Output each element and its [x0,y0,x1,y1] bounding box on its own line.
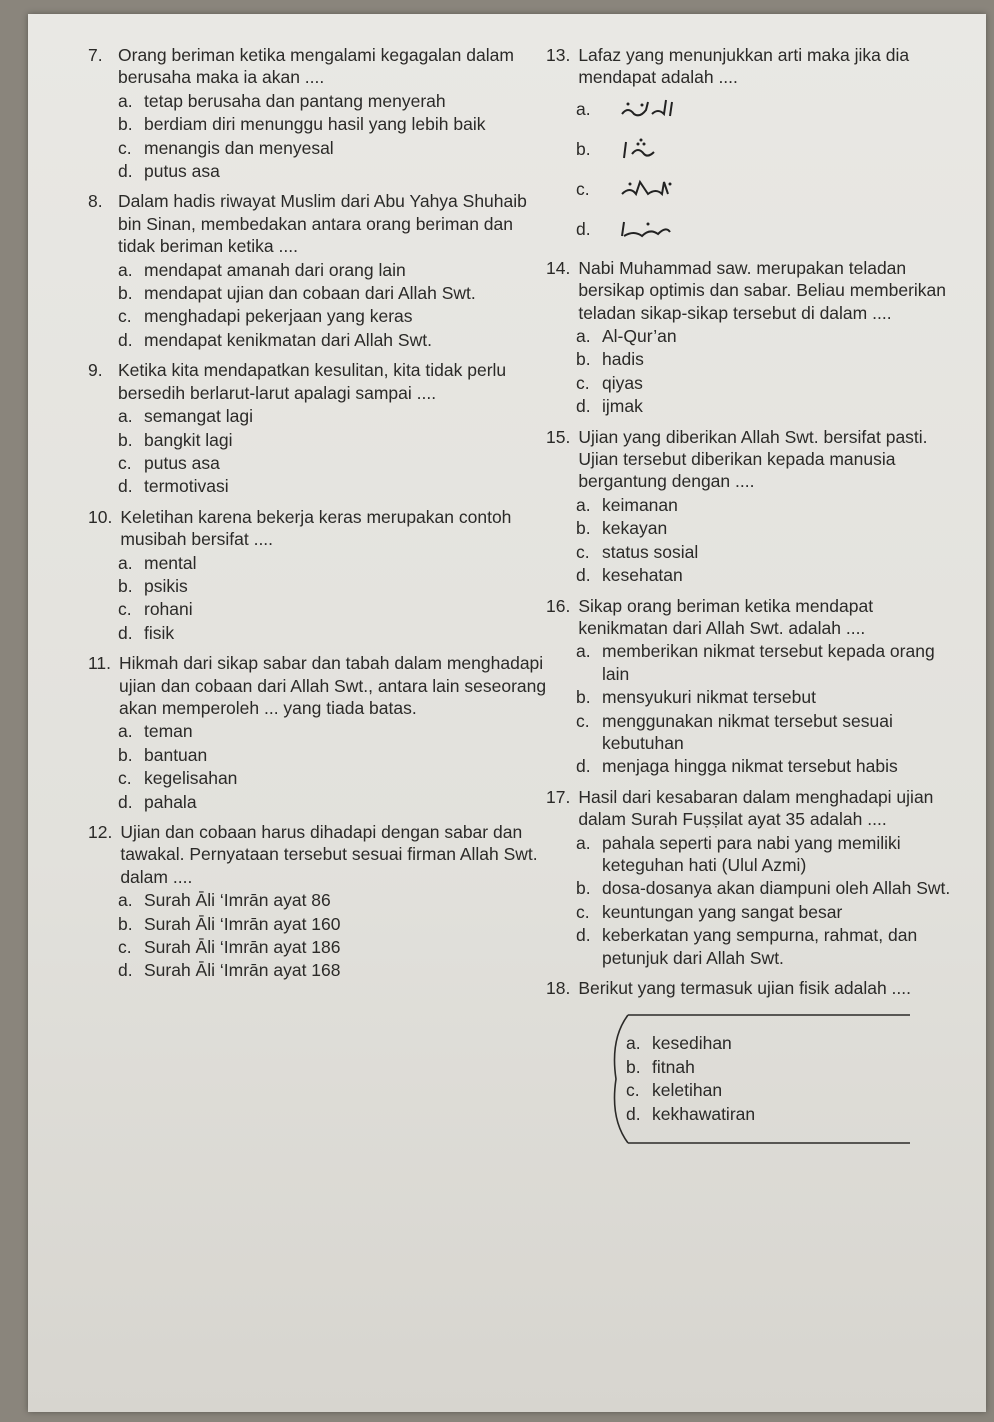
option-c[interactable] [626,1079,755,1101]
option-b[interactable] [118,744,548,766]
option-a[interactable] [118,889,548,911]
left-column [88,44,548,990]
question-7 [88,44,548,182]
option-letter: c. [576,372,590,393]
question-text: Ujian dan cobaan harus dihadapi dengan sabar dan tawakal. Pernyataan tersebut sesuai firman Allah Swt. dalam .... [120,822,538,887]
option-b[interactable] [576,686,956,708]
question-text: Ujian yang diberikan Allah Swt. bersifat pasti. Ujian tersebut diberikan kepada manusia bergantung dengan .... [578,426,928,492]
question-number: 8. [88,191,103,212]
option-text: pahala [144,791,197,812]
option-d[interactable] [118,959,548,981]
option-b[interactable] [118,429,548,451]
option-c[interactable] [576,710,956,755]
question-text: Dalam hadis riwayat Muslim dari Abu Yahya Shuhaib bin Sinan, membedakan antara orang beriman dan tidak beriman ketika .... [118,191,527,257]
option-c[interactable] [576,541,956,563]
arabic-script-icon [618,176,678,202]
option-letter: a. [576,641,591,662]
option-letter: b. [118,575,133,596]
option-text: mendapat amanah dari orang lain [144,259,406,280]
option-text: teman [144,721,193,742]
question-number: 10. [88,506,113,527]
question-text: Ketika kita mendapatkan kesulitan, kita tidak perlu bersedih berlarut-larut apalagi sampai .... [118,360,507,403]
option-letter: d. [118,960,133,981]
option-d[interactable] [576,395,956,417]
option-b[interactable] [118,575,548,597]
option-b[interactable] [576,517,956,539]
option-letter: a. [576,326,591,347]
option-a[interactable] [576,640,956,685]
question-18 [546,977,956,1149]
option-text: mendapat kenikmatan dari Allah Swt. [144,329,432,350]
option-text: Surah Āli ‘Imrān ayat 186 [144,937,341,958]
option-letter: a. [118,721,133,742]
option-letter: c. [118,599,132,620]
option-letter: b. [576,878,591,899]
option-a[interactable] [118,259,548,281]
question-text: Lafaz yang menunjukkan arti maka jika dia mendapat adalah .... [578,45,910,88]
question-number: 18. [546,978,571,998]
question-text: Berikut yang termasuk ujian fisik adalah .... [578,978,911,998]
option-text: hadis [602,349,644,370]
option-letter: c. [576,710,590,731]
option-c[interactable] [576,372,956,394]
option-b[interactable] [118,113,548,135]
option-letter: d. [626,1103,641,1124]
option-b[interactable] [576,877,956,899]
option-text: ijmak [602,396,643,417]
option-c[interactable] [576,901,956,923]
option-letter: c. [118,306,132,327]
option-letter: c. [626,1080,640,1101]
option-letter: b. [118,913,133,934]
option-d[interactable] [118,160,548,182]
option-text: menghadapi pekerjaan yang keras [144,306,413,327]
question-text: Keletihan karena bekerja keras merupakan contoh musibah bersifat .... [120,506,512,550]
question-13 [546,44,956,249]
option-text: bangkit lagi [144,429,233,450]
option-text: psikis [144,575,188,596]
option-letter: c. [118,937,132,958]
question-number: 16. [546,595,571,616]
option-letter: d. [576,756,591,777]
question-16 [546,595,956,778]
arabic-script-icon [618,216,678,242]
option-d[interactable] [118,329,548,351]
option-d[interactable] [118,475,548,497]
option-letter: a. [576,494,591,515]
option-text: kekayan [602,518,668,539]
option-letter: d. [118,791,133,812]
question-number: 13. [546,45,571,65]
option-b[interactable] [576,348,956,370]
option-a[interactable] [118,720,548,742]
option-text: mensyukuri nikmat tersebut [602,687,816,708]
option-letter: d. [576,925,591,946]
option-text: memberikan nikmat tersebut kepada orang lain [602,641,935,684]
option-letter: a. [118,890,133,911]
option-letter: d. [118,476,133,497]
option-letter: a. [626,1033,641,1054]
option-text: Surah Āli ‘Imrān ayat 160 [144,913,341,934]
question-17 [546,786,956,969]
question-14 [546,257,956,418]
arabic-script-icon [618,96,678,122]
question-number: 14. [546,257,571,278]
question-8 [88,190,548,351]
option-text: pahala seperti para nabi yang memiliki keteguhan hati (Ulul Azmi) [602,832,901,875]
option-d[interactable] [576,209,956,249]
option-text: menangis dan menyesal [144,137,334,158]
option-text: menjaga hingga nikmat tersebut habis [602,756,898,777]
option-letter: d. [576,396,591,417]
option-letter: a. [118,90,133,111]
option-text: putus asa [144,452,220,473]
option-b[interactable] [576,129,956,169]
option-c[interactable] [118,137,548,159]
option-a[interactable] [576,832,956,877]
option-letter: d. [118,329,133,350]
question-number: 17. [546,786,571,807]
option-text: Al-Qur’an [602,326,677,347]
option-letter: b. [118,429,133,450]
question-15 [546,426,956,587]
option-text: mental [144,552,197,573]
option-text: Surah Āli ‘Imrān ayat 168 [144,960,341,981]
option-c[interactable] [118,598,548,620]
question-number: 7. [88,45,103,65]
option-text: menggunakan nikmat tersebut sesuai kebutuhan [602,710,893,753]
option-text: status sosial [602,541,699,562]
option-letter: c. [576,901,590,922]
question-10 [88,506,548,644]
question-number: 15. [546,426,571,447]
option-text: qiyas [602,372,643,393]
option-letter: d. [576,565,591,586]
option-letter: a. [118,259,133,280]
option-a[interactable] [576,89,956,129]
option-text: keletihan [652,1080,723,1101]
option-text: semangat lagi [144,406,253,427]
option-letter: c. [576,541,590,562]
question-number: 9. [88,360,103,381]
option-letter: b. [576,518,591,539]
option-letter: d. [118,622,133,643]
question-text: Hikmah dari sikap sabar dan tabah dalam menghadapi ujian dan cobaan dari Allah Swt., antara lain seseorang akan memperoleh ... yang tiada batas. [119,653,547,718]
option-a[interactable] [118,552,548,574]
option-letter: a. [576,832,591,853]
option-letter: b. [576,349,591,370]
option-d[interactable] [576,924,956,969]
option-text: keimanan [602,494,678,515]
option-text: berdiam diri menunggu hasil yang lebih baik [144,114,486,135]
option-letter: a. [118,552,133,573]
option-text: fitnah [652,1056,695,1077]
option-a[interactable] [576,494,956,516]
option-letter: c. [118,768,132,789]
option-d[interactable] [576,755,956,777]
question-text: Hasil dari kesabaran dalam menghadapi ujian dalam Surah Fuṣṣilat ayat 35 adalah .... [578,786,934,830]
option-d[interactable] [118,791,548,813]
option-text: tetap berusaha dan pantang menyerah [144,90,446,111]
option-a[interactable] [576,325,956,347]
option-letter: d. [576,218,591,239]
option-text: Surah Āli ‘Imrān ayat 86 [144,890,331,911]
option-text: bantuan [144,744,208,765]
option-a[interactable] [626,1032,755,1054]
option-text: kekhawatiran [652,1103,756,1124]
option-b[interactable] [118,282,548,304]
option-text: kesehatan [602,565,683,586]
option-letter: a. [118,406,133,427]
question-text: Nabi Muhammad saw. merupakan teladan bersikap optimis dan sabar. Beliau memberikan teladan sikap-sikap tersebut di dalam .... [578,257,947,323]
option-a[interactable] [118,90,548,112]
option-letter: b. [118,114,133,135]
question-text: Orang beriman ketika mengalami kegagalan dalam berusaha maka ia akan .... [118,45,514,88]
option-b[interactable] [118,913,548,935]
option-letter: b. [576,138,591,159]
option-c[interactable] [576,169,956,209]
option-text: kegelisahan [144,768,238,789]
option-d[interactable] [626,1103,755,1125]
option-text: keberkatan yang sempurna, rahmat, dan petunjuk dari Allah Swt. [602,925,918,968]
option-c[interactable] [118,452,548,474]
option-text: kesedihan [652,1033,732,1054]
option-letter: b. [118,744,133,765]
option-letter: d. [118,161,133,182]
question-12 [88,821,548,982]
option-text: rohani [144,599,193,620]
option-letter: c. [576,178,590,199]
option-text: termotivasi [144,476,229,497]
question-11 [88,652,548,813]
option-c[interactable] [118,936,548,958]
option-letter: b. [626,1056,641,1077]
question-9 [88,359,548,497]
question-text: Sikap orang beriman ketika mendapat kenikmatan dari Allah Swt. adalah .... [578,595,874,638]
option-text: putus asa [144,161,220,182]
option-c[interactable] [118,305,548,327]
option-d[interactable] [576,564,956,586]
option-text: mendapat ujian dan cobaan dari Allah Swt. [144,283,476,304]
option-letter: b. [576,687,591,708]
option-letter: a. [576,98,591,119]
option-letter: c. [118,452,132,473]
option-letter: c. [118,137,132,158]
option-text: fisik [144,622,175,643]
option-d[interactable] [118,622,548,644]
right-column [546,44,956,1157]
option-c[interactable] [118,767,548,789]
question-number: 11. [88,653,112,674]
option-text: keuntungan yang sangat besar [602,901,843,922]
question-number: 12. [88,822,113,842]
option-text: dosa-dosanya akan diampuni oleh Allah Swt. [602,878,951,899]
arabic-script-icon [618,136,678,162]
option-letter: b. [118,283,133,304]
option-a[interactable] [118,405,548,427]
option-b[interactable] [626,1056,755,1078]
answer-bracket [570,1009,930,1149]
